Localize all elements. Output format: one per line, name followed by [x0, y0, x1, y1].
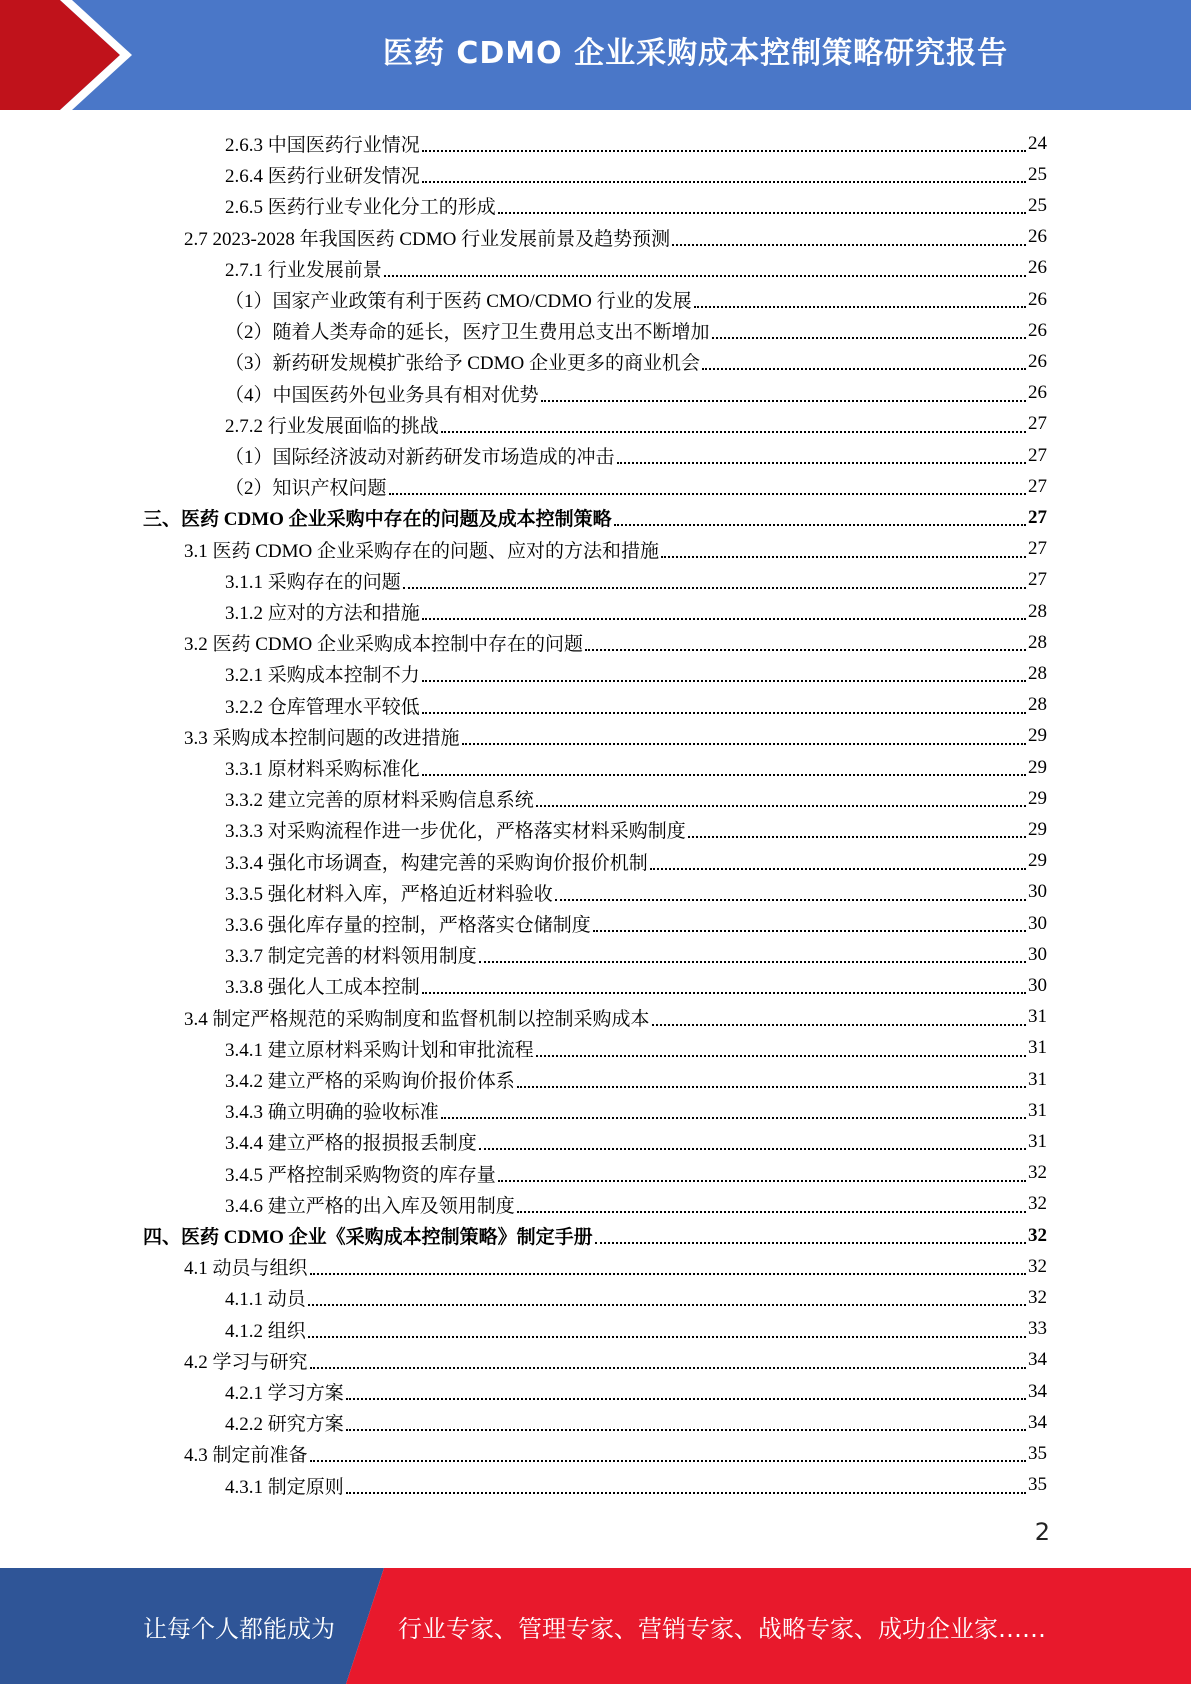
toc-entry-page: 31: [1028, 1006, 1047, 1028]
toc-entry-label: 3.1 医药 CDMO 企业采购存在的问题、应对的方法和措施: [184, 540, 660, 562]
toc-entry-page: 27: [1028, 413, 1047, 435]
toc-entry[interactable]: [143, 1220, 1047, 1251]
toc-entry-label: 3.4.2 建立严格的采购询价报价体系: [225, 1071, 515, 1092]
toc-leader-dots: [555, 898, 1026, 901]
toc-entry[interactable]: [225, 1158, 1047, 1189]
toc-entry[interactable]: [225, 783, 1047, 814]
toc-entry-label: 3.3 采购成本控制问题的改进措施: [184, 727, 460, 749]
toc-entry[interactable]: [225, 346, 1047, 377]
toc-leader-dots: [422, 711, 1026, 714]
toc-entry-label: 4.2.2 研究方案: [225, 1414, 344, 1436]
toc-entry[interactable]: [184, 721, 1047, 752]
toc-entry-label: 2.7 2023-2028 年我国医药 CDMO 行业发展前景及趋势预测: [184, 228, 671, 250]
toc-entry-label: 3.4.5 严格控制采购物资的库存量: [225, 1164, 496, 1186]
toc-entry-page: 33: [1028, 1318, 1047, 1340]
toc-entry[interactable]: [225, 846, 1047, 877]
toc-leader-dots: [593, 929, 1026, 932]
toc-leader-dots: [517, 1210, 1026, 1213]
toc-entry-label: 三、医药 CDMO 企业采购中存在的问题及成本控制策略: [143, 509, 612, 531]
toc-leader-dots: [479, 960, 1026, 963]
toc-leader-dots: [310, 1366, 1026, 1369]
toc-entry[interactable]: [184, 1002, 1047, 1033]
footer-slogan-left: 让每个人都能成为: [143, 1614, 335, 1643]
toc-entry-page: 32: [1028, 1193, 1047, 1215]
toc-entry-label: 3.3.8 强化人工成本控制: [225, 977, 420, 999]
toc-entry[interactable]: [225, 690, 1047, 721]
toc-leader-dots: [308, 1335, 1026, 1338]
toc-entry-page: 29: [1028, 850, 1047, 872]
toc-entry[interactable]: [225, 284, 1047, 315]
toc-entry-page: 31: [1028, 1099, 1047, 1121]
toc-entry-page: 28: [1028, 631, 1047, 653]
toc-entry-label: 4.1.2 组织: [225, 1320, 306, 1342]
toc-entry-label: 3.3.1 原材料采购标准化: [225, 759, 420, 780]
toc-entry-page: 28: [1028, 694, 1047, 716]
toc-entry-label: 3.2 医药 CDMO 企业采购成本控制中存在的问题: [184, 634, 584, 656]
toc-entry[interactable]: [184, 534, 1047, 565]
toc-leader-dots: [384, 274, 1026, 277]
toc-entry-page: 29: [1028, 787, 1047, 809]
toc-entry-label: 四、医药 CDMO 企业《采购成本控制策略》制定手册: [143, 1227, 593, 1248]
toc-entry[interactable]: [225, 1126, 1047, 1157]
toc-leader-dots: [712, 336, 1026, 339]
toc-entry-page: 27: [1028, 569, 1047, 591]
toc-leader-dots: [614, 523, 1026, 526]
toc-leader-dots: [462, 742, 1026, 745]
toc-entry-page: 34: [1028, 1411, 1047, 1433]
toc-entry-label: 3.2.2 仓库管理水平较低: [225, 696, 420, 718]
toc-entry[interactable]: [225, 159, 1047, 190]
toc-entry-page: 32: [1028, 1286, 1047, 1308]
toc-entry-page: 31: [1028, 1130, 1047, 1152]
toc-entry-page: 34: [1028, 1349, 1047, 1371]
toc-entry[interactable]: [225, 1470, 1047, 1501]
toc-entry-label: 3.1.2 应对的方法和措施: [225, 603, 420, 624]
toc-entry[interactable]: [225, 1314, 1047, 1345]
toc-leader-dots: [617, 461, 1026, 464]
toc-entry-label: 2.6.3 中国医药行业情况: [225, 135, 420, 156]
toc-entry[interactable]: [184, 1345, 1047, 1376]
toc-entry[interactable]: [225, 440, 1047, 471]
toc-entry-page: 25: [1028, 163, 1047, 185]
toc-leader-dots: [441, 1116, 1026, 1119]
toc-entry-label: 3.4.3 确立明确的验收标准: [225, 1102, 439, 1124]
toc-entry-page: 32: [1028, 1255, 1047, 1277]
toc-entry-label: 2.7.1 行业发展前景: [225, 259, 382, 281]
toc-leader-dots: [498, 1179, 1026, 1182]
toc-entry-page: 30: [1028, 974, 1047, 996]
toc-entry-label: 3.4.1 建立原材料采购计划和审批流程: [225, 1039, 534, 1061]
toc-entry-page: 27: [1028, 444, 1047, 466]
toc-entry-page: 27: [1028, 538, 1047, 560]
toc-entry-page: 32: [1028, 1162, 1047, 1184]
toc-entry[interactable]: [225, 658, 1047, 689]
toc-entry[interactable]: [225, 1033, 1047, 1064]
toc-entry-page: 32: [1028, 1224, 1047, 1246]
toc-entry-label: 3.4 制定严格规范的采购制度和监督机制以控制采购成本: [184, 1008, 650, 1030]
toc-entry-label: 3.3.5 强化材料入库，严格迫近材料验收: [225, 883, 553, 905]
toc-entry-page: 35: [1028, 1442, 1047, 1464]
toc-entry[interactable]: [225, 1282, 1047, 1313]
toc-entry-page: 25: [1028, 194, 1047, 216]
toc-entry[interactable]: [225, 1095, 1047, 1126]
page-footer: [0, 1568, 1191, 1684]
toc-leader-dots: [498, 211, 1026, 214]
toc-leader-dots: [702, 367, 1026, 370]
toc-entry-page: 30: [1028, 943, 1047, 965]
toc-entry[interactable]: [184, 627, 1047, 658]
toc-entry-label: 2.6.4 医药行业研发情况: [225, 166, 420, 188]
toc-entry-page: 27: [1028, 506, 1047, 528]
toc-leader-dots: [536, 804, 1026, 807]
toc-leader-dots: [585, 648, 1026, 651]
toc-entry-label: （1）国家产业政策有利于医药 CMO/CDMO 行业的发展: [225, 291, 692, 312]
toc-entry[interactable]: [225, 814, 1047, 845]
red-chevron-icon: [0, 0, 150, 110]
toc-entry-label: 3.1.1 采购存在的问题: [225, 571, 401, 593]
toc-entry-page: 29: [1028, 756, 1047, 778]
toc-entry-page: 28: [1028, 662, 1047, 684]
toc-entry[interactable]: [225, 1407, 1047, 1438]
toc-leader-dots: [346, 1397, 1026, 1400]
toc-leader-dots: [389, 492, 1026, 495]
toc-leader-dots: [441, 430, 1026, 433]
toc-entry-label: 2.7.2 行业发展面临的挑战: [225, 415, 439, 437]
toc-entry-page: 31: [1028, 1068, 1047, 1090]
toc-entry[interactable]: [184, 222, 1047, 253]
toc-entry-page: 26: [1028, 288, 1047, 310]
toc-entry[interactable]: [225, 409, 1047, 440]
toc-entry-label: 3.4.6 建立严格的出入库及领用制度: [225, 1195, 515, 1217]
toc-entry[interactable]: [225, 1376, 1047, 1407]
toc-entry-page: 26: [1028, 382, 1047, 404]
toc-entry-page: 29: [1028, 725, 1047, 747]
toc-entry-page: 26: [1028, 350, 1047, 372]
toc-entry-label: 3.3.2 建立完善的原材料采购信息系统: [225, 790, 534, 812]
toc-entry[interactable]: [225, 939, 1047, 970]
toc-entry[interactable]: [225, 253, 1047, 284]
toc-entry[interactable]: [225, 1189, 1047, 1220]
toc-entry-page: 29: [1028, 818, 1047, 840]
toc-entry-label: 4.1 动员与组织: [184, 1258, 308, 1280]
toc-leader-dots: [422, 991, 1026, 994]
toc-leader-dots: [652, 1023, 1026, 1026]
toc-entry-label: 3.2.1 采购成本控制不力: [225, 665, 420, 687]
toc-leader-dots: [346, 1428, 1026, 1431]
toc-entry-label: 3.3.7 制定完善的材料领用制度: [225, 946, 477, 968]
toc-leader-dots: [422, 773, 1026, 776]
toc-entry[interactable]: [143, 502, 1047, 533]
toc-entry-page: 26: [1028, 319, 1047, 341]
toc-entry-page: 26: [1028, 257, 1047, 279]
toc-entry[interactable]: [225, 752, 1047, 783]
toc-leader-dots: [479, 1147, 1026, 1150]
toc-entry[interactable]: [225, 970, 1047, 1001]
toc-entry-page: 35: [1028, 1474, 1047, 1496]
toc-entry[interactable]: [184, 1251, 1047, 1282]
page-number: 2: [1034, 1518, 1050, 1546]
toc-entry-label: 4.2 学习与研究: [184, 1351, 308, 1373]
toc-entry[interactable]: [184, 1438, 1047, 1469]
toc-entry-page: 27: [1028, 475, 1047, 497]
toc-leader-dots: [517, 1085, 1026, 1088]
toc-entry-page: 24: [1028, 132, 1047, 154]
toc-leader-dots: [346, 1491, 1026, 1494]
toc-entry-page: 30: [1028, 881, 1047, 903]
toc-leader-dots: [422, 679, 1026, 682]
toc-entry-page: 34: [1028, 1380, 1047, 1402]
toc-entry[interactable]: [225, 378, 1047, 409]
toc-leader-dots: [650, 867, 1026, 870]
toc-leader-dots: [422, 149, 1026, 152]
toc-entry-label: 2.6.5 医药行业专业化分工的形成: [225, 197, 496, 219]
toc-entry-page: 28: [1028, 600, 1047, 622]
toc-leader-dots: [595, 1241, 1026, 1244]
toc-entry-label: （1）国际经济波动对新药研发市场造成的冲击: [225, 447, 615, 468]
toc-leader-dots: [422, 180, 1026, 183]
toc-leader-dots: [310, 1459, 1026, 1462]
toc-entry[interactable]: [225, 908, 1047, 939]
toc-entry-page: 26: [1028, 226, 1047, 248]
header-title: 医药 CDMO 企业采购成本控制策略研究报告: [382, 36, 1009, 71]
toc-entry[interactable]: [225, 471, 1047, 502]
toc-entry-label: 4.1.1 动员: [225, 1289, 306, 1311]
toc-entry[interactable]: [225, 877, 1047, 908]
toc-leader-dots: [661, 555, 1026, 558]
toc-entry[interactable]: [225, 565, 1047, 596]
toc-entry-label: （3）新药研发规模扩张给予 CDMO 企业更多的商业机会: [225, 353, 701, 375]
toc-leader-dots: [310, 1272, 1026, 1275]
toc-leader-dots: [308, 1303, 1026, 1306]
toc-leader-dots: [694, 305, 1026, 308]
toc-leader-dots: [403, 586, 1026, 589]
toc-entry-label: 4.2.1 学习方案: [225, 1383, 344, 1404]
toc-entry[interactable]: [225, 128, 1047, 159]
toc-leader-dots: [541, 399, 1026, 402]
toc-entry[interactable]: [225, 1064, 1047, 1095]
toc-entry-label: 3.3.3 对采购流程作进一步优化，严格落实材料采购制度: [225, 821, 686, 843]
toc-entry[interactable]: [225, 315, 1047, 346]
page-header: [0, 0, 1191, 110]
toc-entry-label: （4）中国医药外包业务具有相对优势: [225, 384, 539, 406]
toc-leader-dots: [672, 243, 1026, 246]
toc-leader-dots: [688, 835, 1026, 838]
toc-entry-page: 30: [1028, 912, 1047, 934]
toc-entry-label: （2）随着人类寿命的延长，医疗卫生费用总支出不断增加: [225, 322, 710, 344]
toc-leader-dots: [422, 617, 1026, 620]
toc-entry-label: （2）知识产权问题: [225, 478, 387, 500]
toc-entry-label: 4.3 制定前准备: [184, 1445, 308, 1467]
toc-entry-label: 3.3.4 强化市场调查，构建完善的采购询价报价机制: [225, 852, 648, 874]
toc-entry-page: 31: [1028, 1037, 1047, 1059]
toc-entry-label: 4.3.1 制定原则: [225, 1476, 344, 1498]
toc-entry-label: 3.4.4 建立严格的报损报丢制度: [225, 1133, 477, 1155]
footer-slogan-right: 行业专家、管理专家、营销专家、战略专家、成功企业家……: [398, 1614, 1046, 1643]
toc-entry[interactable]: [225, 596, 1047, 627]
toc-leader-dots: [536, 1054, 1026, 1057]
toc-entry[interactable]: [225, 190, 1047, 221]
toc-entry-label: 3.3.6 强化库存量的控制，严格落实仓储制度: [225, 915, 591, 936]
